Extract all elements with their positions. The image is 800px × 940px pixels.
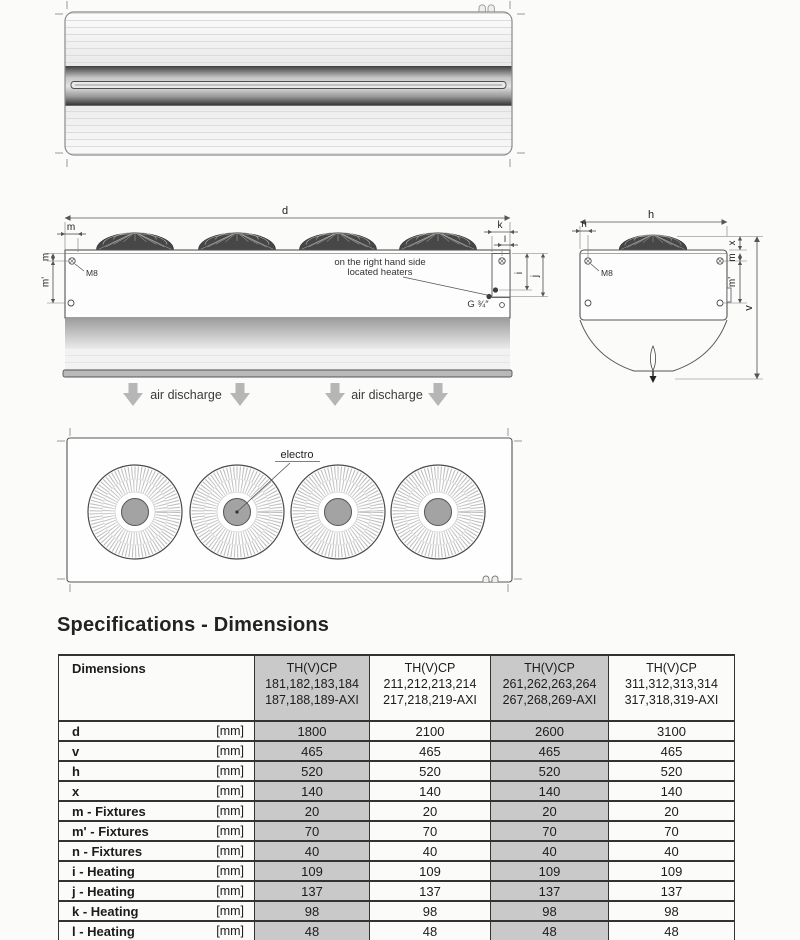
- dimension-value: 48: [491, 921, 609, 940]
- dimension-value: 70: [491, 821, 609, 841]
- dimension-value: 20: [370, 801, 491, 821]
- dimension-unit: [mm]: [216, 843, 244, 858]
- dimension-value: 109: [609, 861, 735, 881]
- dimension-value: 109: [370, 861, 491, 881]
- model-column-header: [255, 655, 370, 721]
- dimension-value: 109: [491, 861, 609, 881]
- model-column-header: [370, 655, 491, 721]
- dimension-row-header: [59, 921, 255, 940]
- fan-dome: [198, 232, 275, 250]
- flow-arrow-icon: [650, 376, 657, 383]
- table-row: [59, 861, 735, 881]
- table-row: [59, 881, 735, 901]
- dim-n-label: n: [581, 219, 587, 230]
- dimension-value: 40: [370, 841, 491, 861]
- front-view-drawing: [55, 0, 525, 168]
- dim-m-prime-label: m': [40, 276, 52, 288]
- dim-k-label: k: [497, 220, 503, 231]
- dimension-unit: [mm]: [216, 743, 244, 758]
- top-panel: [65, 250, 510, 318]
- model-column-header-line: 267,268,269-AXI: [502, 693, 597, 707]
- fan-dome: [96, 232, 173, 250]
- m8-hole-icon: [717, 258, 723, 264]
- air-discharge-label: air discharge: [351, 388, 423, 402]
- dimension-value: 2100: [370, 721, 491, 741]
- dimension-label: m' - Fixtures: [72, 823, 149, 839]
- dimension-value: 1800: [255, 721, 370, 741]
- table-header-row: [59, 655, 735, 721]
- table-row: [59, 761, 735, 781]
- fan: [88, 465, 182, 559]
- dimension-value: 48: [255, 921, 370, 940]
- model-column-header-line: 181,182,183,184: [265, 677, 359, 691]
- air-discharge-arrow-icon: [123, 383, 143, 406]
- dimension-label: l - Heating: [72, 923, 135, 939]
- dimension-label: x: [72, 783, 80, 799]
- dimension-unit: [mm]: [216, 723, 244, 738]
- dimension-value: 520: [370, 761, 491, 781]
- fan: [291, 465, 385, 559]
- table-row: [59, 801, 735, 821]
- dimension-value: 3100: [609, 721, 735, 741]
- dimension-views-drawing: [35, 195, 800, 420]
- model-column-header-line: 317,318,319-AXI: [624, 693, 719, 707]
- dim-j-label: j: [530, 274, 541, 278]
- dimension-value: 465: [491, 741, 609, 761]
- dimension-label: d: [72, 723, 80, 739]
- dimension-value: 520: [609, 761, 735, 781]
- dimension-label: m - Fixtures: [72, 803, 146, 819]
- air-discharge-label: air discharge: [150, 388, 222, 402]
- dimension-value: 98: [491, 901, 609, 921]
- dimension-row-header: [59, 861, 255, 881]
- section-title: Specifications - Dimensions: [57, 614, 330, 636]
- table-row: [59, 901, 735, 921]
- model-column-header-line: 311,312,313,314: [625, 677, 718, 691]
- dimension-label: i - Heating: [72, 863, 135, 879]
- dimension-value: 140: [370, 781, 491, 801]
- dimension-value: 20: [491, 801, 609, 821]
- dimension-value: 70: [370, 821, 491, 841]
- table-row: [59, 921, 735, 940]
- fan: [391, 465, 485, 559]
- dimension-label: k - Heating: [72, 903, 139, 919]
- dimension-value: 20: [255, 801, 370, 821]
- m8-hole-icon: [69, 258, 75, 264]
- dimension-row-header: [59, 781, 255, 801]
- model-column-header-line: 217,218,219-AXI: [383, 693, 477, 707]
- dimension-value: 465: [370, 741, 491, 761]
- m8-hole-icon: [499, 258, 505, 264]
- air-discharge: [123, 383, 448, 406]
- model-column-header-line: TH(V)CP: [524, 661, 575, 675]
- fan-dome: [619, 235, 687, 250]
- dimension-value: 48: [370, 921, 491, 940]
- air-discharge-arrow-icon: [325, 383, 345, 406]
- model-column-header-line: TH(V)CP: [646, 661, 697, 675]
- dim-d-label: d: [281, 205, 289, 217]
- table-body: [59, 721, 735, 940]
- dimension-unit: [mm]: [216, 823, 244, 838]
- dimension-value: 2600: [491, 721, 609, 741]
- dimension-value: 98: [255, 901, 370, 921]
- dimension-value: 137: [491, 881, 609, 901]
- dimension-value: 109: [255, 861, 370, 881]
- electro-point: [235, 510, 238, 513]
- g34-thread-label: G ¾″: [467, 299, 489, 310]
- fixture-hole-icon: [500, 303, 505, 308]
- top-view: [63, 232, 512, 377]
- table-row: [59, 721, 735, 741]
- electro-label: electro: [280, 449, 314, 461]
- model-column-header-line: 261,262,263,264: [502, 677, 597, 691]
- dimension-value: 40: [491, 841, 609, 861]
- dimension-row-header: [59, 821, 255, 841]
- dimension-value: 140: [609, 781, 735, 801]
- dimension-row-header: [59, 841, 255, 861]
- m8-hole-icon: [585, 258, 591, 264]
- dimension-value: 40: [609, 841, 735, 861]
- dimension-unit: [mm]: [216, 803, 244, 818]
- side-panel: [580, 250, 727, 320]
- dimension-row-header: [59, 881, 255, 901]
- dimension-unit: [mm]: [216, 883, 244, 898]
- m8-label: M8: [86, 268, 98, 278]
- dimensions-table: [58, 654, 735, 940]
- model-column-header-line: 211,212,213,214: [383, 677, 477, 691]
- dim-i-label: i: [514, 271, 525, 275]
- table-row: [59, 741, 735, 761]
- dimension-label: v: [72, 743, 80, 759]
- fan-dome: [399, 232, 476, 250]
- fixture-hole-icon: [717, 300, 723, 306]
- dimension-value: 140: [255, 781, 370, 801]
- dimension-value: 520: [491, 761, 609, 781]
- dimension-unit: [mm]: [216, 763, 244, 778]
- dim-v-label: v: [743, 305, 755, 311]
- dimension-value: 70: [255, 821, 370, 841]
- cable-gland-bumps: [479, 5, 494, 12]
- table-row: [59, 781, 735, 801]
- dimension-unit: [mm]: [216, 903, 244, 918]
- dimension-value: 465: [255, 741, 370, 761]
- dim-m-label: m: [727, 253, 738, 262]
- dimension-value: 520: [255, 761, 370, 781]
- model-column-header: [609, 655, 735, 721]
- dimension-value: 137: [370, 881, 491, 901]
- dimension-row-header: [59, 761, 255, 781]
- dimension-value: 98: [370, 901, 491, 921]
- m8-label: M8: [601, 268, 613, 278]
- model-column-header-line: TH(V)CP: [404, 661, 456, 675]
- dim-m-label: m: [66, 222, 76, 233]
- air-discharge-arrow-icon: [428, 383, 448, 406]
- air-discharge-arrow-icon: [230, 383, 250, 406]
- dimension-value: 70: [609, 821, 735, 841]
- dimension-value: 137: [255, 881, 370, 901]
- dimension-unit: [mm]: [216, 923, 244, 938]
- dimension-value: 48: [609, 921, 735, 940]
- dimension-label: j - Heating: [72, 883, 135, 899]
- dimension-row-header: [59, 801, 255, 821]
- dimension-label: n - Fixtures: [72, 843, 143, 859]
- fixture-hole-icon: [585, 300, 591, 306]
- fixture-hole-icon: [68, 300, 74, 306]
- dimension-value: 20: [609, 801, 735, 821]
- dim-x-label: x: [727, 240, 738, 246]
- dimension-value: 40: [255, 841, 370, 861]
- dimension-row-header: [59, 741, 255, 761]
- dimension-value: 465: [609, 741, 735, 761]
- side-view: [580, 235, 731, 383]
- table-row: [59, 821, 735, 841]
- bottom-view-drawing: [50, 425, 530, 605]
- dim-h-label: h: [647, 209, 655, 221]
- heater-note-line1: on the right hand side: [334, 257, 426, 268]
- model-column-header-line: TH(V)CP: [286, 661, 338, 675]
- fan-dome: [299, 232, 376, 250]
- dim-m-label: m: [40, 252, 52, 262]
- heater-note-line2: located heaters: [347, 267, 413, 278]
- heater-connection-icon: [493, 287, 498, 292]
- latch: [727, 288, 731, 302]
- model-column-header-line: 187,188,189-AXI: [265, 693, 359, 707]
- table-row: [59, 841, 735, 861]
- bottom-lip: [63, 370, 512, 377]
- table-header-dimensions: Dimensions: [59, 655, 255, 721]
- air-outlet: [650, 346, 655, 371]
- dimension-value: 140: [491, 781, 609, 801]
- dimension-label: h: [72, 763, 80, 779]
- dimension-row-header: [59, 901, 255, 921]
- dimension-unit: [mm]: [216, 783, 244, 798]
- model-column-header: [491, 655, 609, 721]
- dim-l-label: l: [504, 234, 506, 244]
- dimension-value: 98: [609, 901, 735, 921]
- dimension-value: 137: [609, 881, 735, 901]
- dimension-row-header: [59, 721, 255, 741]
- dim-m-prime-label: m': [727, 276, 738, 288]
- dimension-unit: [mm]: [216, 863, 244, 878]
